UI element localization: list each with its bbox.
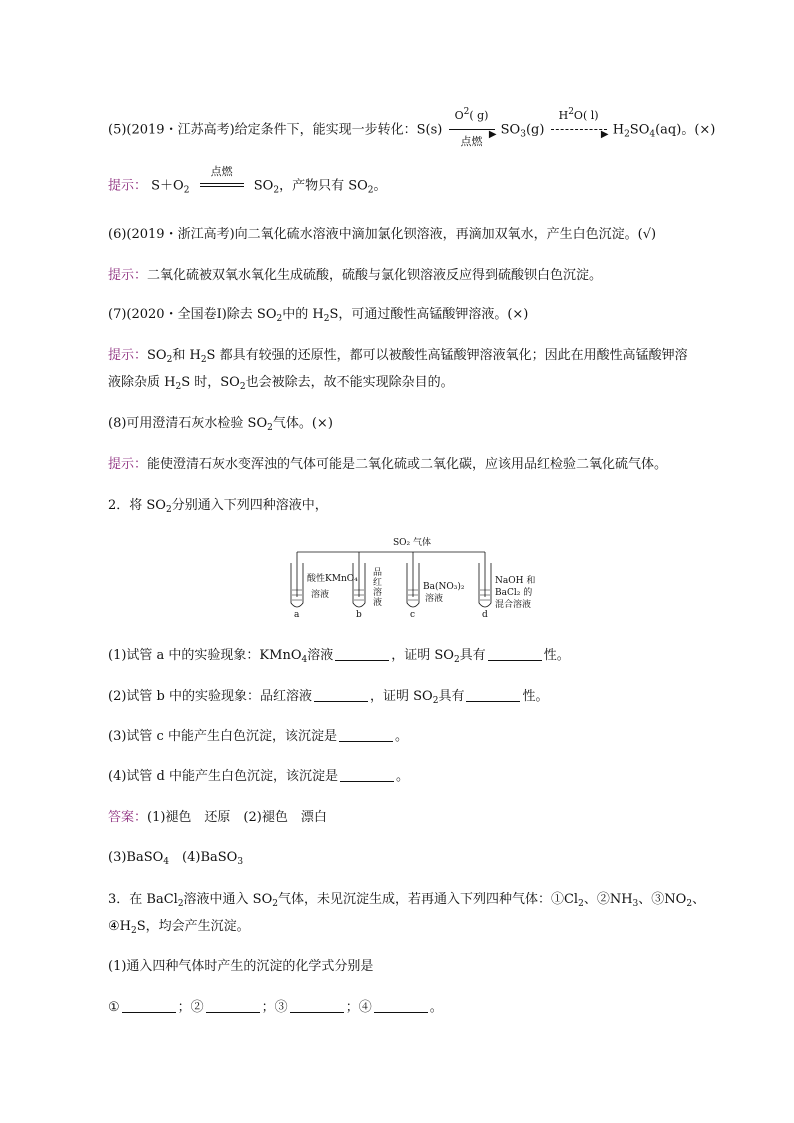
problem-2: 2．将 $SO_2$分别通入下列四种溶液中， (108, 498, 328, 515)
question-2-2: (2)试管 b 中的实验现象：品红溶液 ，证明 $SO_2$具有 性。 (108, 689, 549, 706)
tube-b-char2: 红 (373, 578, 383, 588)
reaction-equals: 点燃 (200, 176, 244, 196)
answer-blank[interactable] (206, 998, 260, 1013)
test-tube-diagram (283, 535, 543, 617)
tube-b-char4: 液 (373, 598, 383, 608)
hint-6: 提示：二氧化硫被双氧水氧化生成硫酸，硫酸与氯化钡溶液反应得到硫酸钡白色沉淀。 (108, 268, 603, 283)
answer-blank[interactable] (314, 687, 368, 702)
question-3-1: (1)通入四种气体时产生的沉淀的化学式分别是 (108, 959, 374, 974)
tube-d-text3: 混合溶液 (495, 600, 532, 610)
answer-blank[interactable] (290, 998, 344, 1013)
reaction-arrow: $O^2$( g) ▶ 点燃 (447, 120, 497, 140)
hint-5: 提示： $S+O_2$ 点燃 $SO_2$，产物只有 $SO_2$。 (108, 165, 387, 196)
hint-7-line2: 液除杂质 $H_2S$ 时，$SO_2$也会被除去，故不能实现除杂目的。 (108, 375, 454, 392)
question-7: (7)(2020・全国卷Ⅰ)除去 $SO_2$中的 $H_2S$，可通过酸性高锰酸钾溶液。(×) (108, 307, 529, 324)
answer-blank[interactable] (466, 687, 520, 702)
tube-d-label: d (482, 610, 488, 617)
answer-blank[interactable] (122, 998, 176, 1013)
question-2-1: (1)试管 a 中的实验现象：KMnO$_4$溶液 ，证明 $SO_2$具有 性。 (108, 648, 570, 665)
question-2-4: (4)试管 d 中能产生白色沉淀，该沉淀是 。 (108, 769, 410, 784)
question-5: (5)(2019・江苏高考)给定条件下，能实现一步转化：S(s) $O^2$( g) ▶ 点燃 $SO_3(g)$ $H^2O$( l) ▶ $H_2SO_4(aq)$。(×) (108, 107, 716, 148)
tube-b-char3: 溶 (373, 588, 383, 598)
answer-blank[interactable] (335, 646, 389, 661)
tube-b-label: b (356, 610, 362, 617)
tube-d-text1: NaOH 和 (495, 576, 536, 586)
gas-label: SO₂ 气体 (393, 538, 432, 548)
answer-blank[interactable] (340, 767, 394, 782)
tube-a-text2: 溶液 (311, 590, 330, 600)
tube-c-label: c (410, 610, 416, 617)
reaction-arrow: $H^2O$( l) ▶ (549, 120, 609, 140)
hint-7-line1: 提示：$SO_2$和 $H_2S$ 都具有较强的还原性，都可以被酸性高锰酸钾溶液氧化；因此在用酸性高锰酸钾溶 (108, 348, 688, 365)
answer-blank[interactable] (488, 646, 542, 661)
question-2-3: (3)试管 c 中能产生白色沉淀，该沉淀是 。 (108, 729, 408, 744)
problem-3-line2: $④H_2S$，均会产生沉淀。 (108, 919, 250, 936)
problem-3-line1: 3．在 BaCl$_2$溶液中通入 $SO_2$气体，未见沉淀生成，若再通入下列四种气体：$①Cl_2$、$②NH_3$、$③NO_2$、 (108, 892, 706, 909)
answer-2: 答案：(1)褪色 还原 (2)褪色 漂白 (108, 810, 327, 825)
hint-8: 提示：能使澄清石灰水变浑浊的气体可能是二氧化硫或二氧化碳，应该用品红检验二氧化硫气体。 (108, 457, 668, 472)
tube-c-text2: 溶液 (425, 594, 444, 604)
answer-blank[interactable] (374, 998, 428, 1013)
tube-b-char1: 品 (373, 568, 383, 578)
answer-blank[interactable] (339, 727, 393, 742)
question-3-blanks: ① ；② ；③ ；④ 。 (108, 1000, 443, 1015)
answer-2-cont: (3)BaSO$_4$ (4)BaSO$_3$ (108, 850, 244, 867)
tube-d-text2: BaCl₂ 的 (495, 588, 533, 598)
tube-c-text1: Ba(NO₃)₂ (423, 582, 465, 592)
question-8: (8)可用澄清石灰水检验 $SO_2$气体。(×) (108, 416, 333, 433)
tube-a-text1: 酸性KMnO₄ (307, 574, 358, 584)
question-6: (6)(2019・浙江高考)向二氧化硫水溶液中滴加氯化钡溶液，再滴加双氧水，产生白色沉淀。(√) (108, 227, 657, 242)
tube-a-label: a (294, 610, 300, 617)
